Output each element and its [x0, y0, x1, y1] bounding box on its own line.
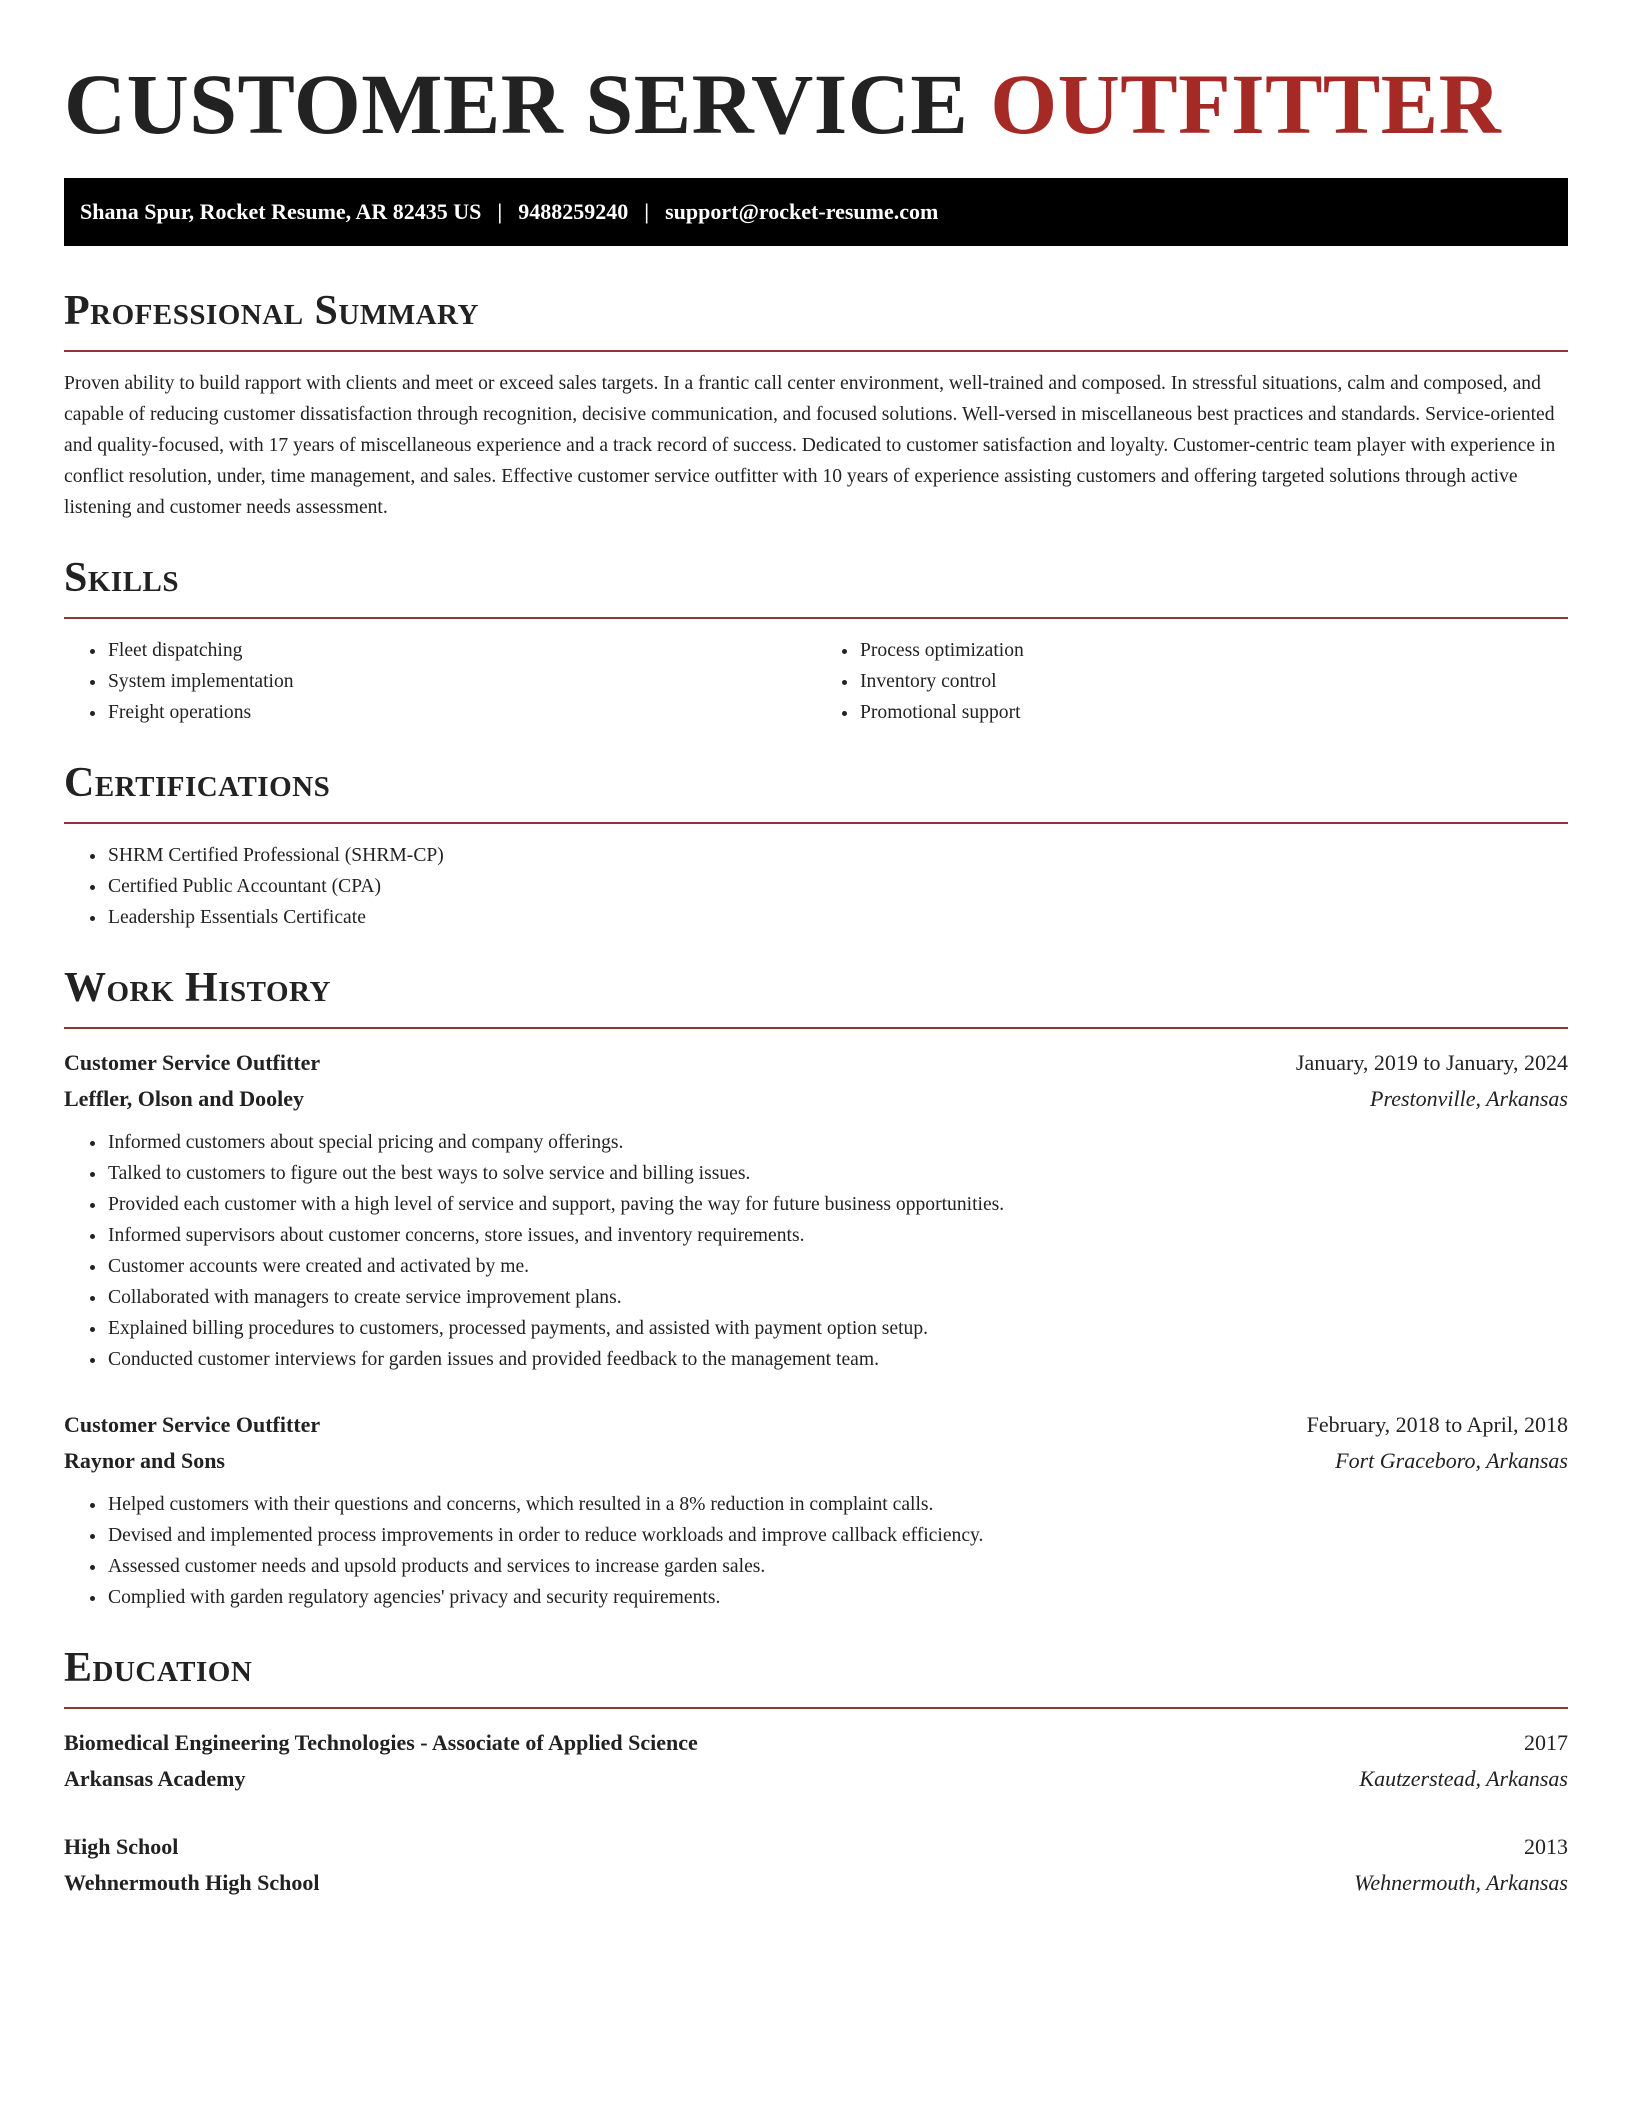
- job-company: Leffler, Olson and Dooley: [64, 1086, 304, 1111]
- job-company-row: [64, 1081, 1568, 1117]
- education-school-row: [64, 1865, 1568, 1901]
- skills-grid: [64, 635, 1568, 728]
- section-divider: [64, 617, 1568, 619]
- skill-item: • Process optimization: [859, 635, 1568, 666]
- contact-separator: |: [497, 199, 503, 224]
- section-heading: Skills: [64, 555, 180, 601]
- summary-section: [64, 286, 1568, 523]
- section-divider: [64, 822, 1568, 824]
- section-heading: Certifications: [64, 760, 331, 806]
- job-bullets: [64, 1489, 1568, 1613]
- resume-title: [64, 0, 1568, 152]
- education-school: Arkansas Academy: [64, 1766, 246, 1791]
- contact-address: Shana Spur, Rocket Resume, AR 82435 US: [80, 199, 482, 224]
- skill-item: • Promotional support: [859, 697, 1568, 728]
- education-school-row: [64, 1761, 1568, 1797]
- certification-item: • Certified Public Accountant (CPA): [107, 871, 1568, 902]
- job-bullet: • Talked to customers to figure out the best ways to solve service and billing issues.: [107, 1158, 1568, 1189]
- job-bullet: • Conducted customer interviews for garden issues and provided feedback to the management team.: [107, 1344, 1568, 1375]
- job-entry: [64, 1407, 1568, 1613]
- job-bullets: [64, 1127, 1568, 1375]
- job-title: Customer Service Outfitter: [64, 1050, 321, 1075]
- skills-section: [64, 553, 1568, 728]
- job-bullet: • Devised and implemented process improvements in order to reduce workloads and improve callback efficiency.: [107, 1520, 1568, 1551]
- contact-email: support@rocket-resume.com: [665, 199, 939, 224]
- section-divider: [64, 1707, 1568, 1709]
- certifications-section: [64, 758, 1568, 933]
- contact-bar: [64, 178, 1568, 246]
- work-history-section: [64, 963, 1568, 1613]
- summary-text: Proven ability to build rapport with clients and meet or exceed sales targets. In a frantic call center environment, well-trained and composed. In stressful situations, calm and composed, and capable of reducing customer dissatisfaction through recognition, decisive communication, and focused solutions. Well-versed in miscellaneous best practices and standards. Service-oriented and quality-focused, with 17 years of miscellaneous experience and a track record of success. Dedicated to customer satisfaction and loyalty. Customer-centric team player with experience in conflict resolution, under, time management, and sales. Effective customer service outfitter with 10 years of experience assisting customers and offering targeted solutions through active listening and customer needs assessment.: [64, 373, 1556, 518]
- education-degree: High School: [64, 1834, 179, 1859]
- skill-item: • Freight operations: [107, 697, 816, 728]
- education-location: Wehnermouth, Arkansas: [1354, 1870, 1568, 1895]
- job-company-row: [64, 1443, 1568, 1479]
- job-entry: [64, 1045, 1568, 1375]
- skills-list-right: [816, 635, 1568, 728]
- education-entry: [64, 1829, 1568, 1901]
- section-divider: [64, 1027, 1568, 1029]
- skill-item: • System implementation: [107, 666, 816, 697]
- contact-phone: 9488259240: [518, 199, 629, 224]
- job-bullet: • Collaborated with managers to create service improvement plans.: [107, 1282, 1568, 1313]
- skill-item: • Fleet dispatching: [107, 635, 816, 666]
- job-bullet: • Informed supervisors about customer concerns, store issues, and inventory requirements.: [107, 1220, 1568, 1251]
- contact-separator: |: [644, 199, 650, 224]
- job-company: Raynor and Sons: [64, 1448, 225, 1473]
- job-bullet: • Provided each customer with a high level of service and support, paving the way for future business opportunities.: [107, 1189, 1568, 1220]
- education-location: Kautzerstead, Arkansas: [1359, 1766, 1568, 1791]
- job-bullet: • Informed customers about special pricing and company offerings.: [107, 1127, 1568, 1158]
- job-location: Prestonville, Arkansas: [1370, 1086, 1568, 1111]
- job-bullet: • Complied with garden regulatory agencies' privacy and security requirements.: [107, 1582, 1568, 1613]
- job-dates: February, 2018 to April, 2018: [1306, 1412, 1568, 1437]
- certification-item: • SHRM Certified Professional (SHRM-CP): [107, 840, 1568, 871]
- skill-item: • Inventory control: [859, 666, 1568, 697]
- job-bullet: • Explained billing procedures to customers, processed payments, and assisted with payment option setup.: [107, 1313, 1568, 1344]
- title-accent: OUTFITTER: [990, 56, 1502, 152]
- section-divider: [64, 350, 1568, 352]
- certification-item: • Leadership Essentials Certificate: [107, 902, 1568, 933]
- job-dates: January, 2019 to January, 2024: [1295, 1050, 1568, 1075]
- section-heading: Education: [64, 1645, 253, 1691]
- job-title: Customer Service Outfitter: [64, 1412, 321, 1437]
- education-degree-row: [64, 1725, 1568, 1761]
- job-bullet: • Customer accounts were created and activated by me.: [107, 1251, 1568, 1282]
- title-main: CUSTOMER SERVICE: [64, 56, 969, 152]
- education-school: Wehnermouth High School: [64, 1870, 320, 1895]
- education-section: [64, 1643, 1568, 1901]
- skills-list-left: [64, 635, 816, 728]
- education-degree-row: [64, 1829, 1568, 1865]
- section-heading: Professional Summary: [64, 288, 479, 334]
- job-header-row: [64, 1045, 1568, 1081]
- job-bullet: • Helped customers with their questions and concerns, which resulted in a 8% reduction in complaint calls.: [107, 1489, 1568, 1520]
- job-bullet: • Assessed customer needs and upsold products and services to increase garden sales.: [107, 1551, 1568, 1582]
- education-degree: Biomedical Engineering Technologies - Associate of Applied Science: [64, 1730, 698, 1755]
- section-heading: Work History: [64, 965, 331, 1011]
- education-year: 2017: [1524, 1730, 1568, 1755]
- job-location: Fort Graceboro, Arkansas: [1335, 1448, 1568, 1473]
- job-header-row: [64, 1407, 1568, 1443]
- certifications-list: [64, 840, 1568, 933]
- education-entry: [64, 1725, 1568, 1797]
- education-year: 2013: [1524, 1834, 1568, 1859]
